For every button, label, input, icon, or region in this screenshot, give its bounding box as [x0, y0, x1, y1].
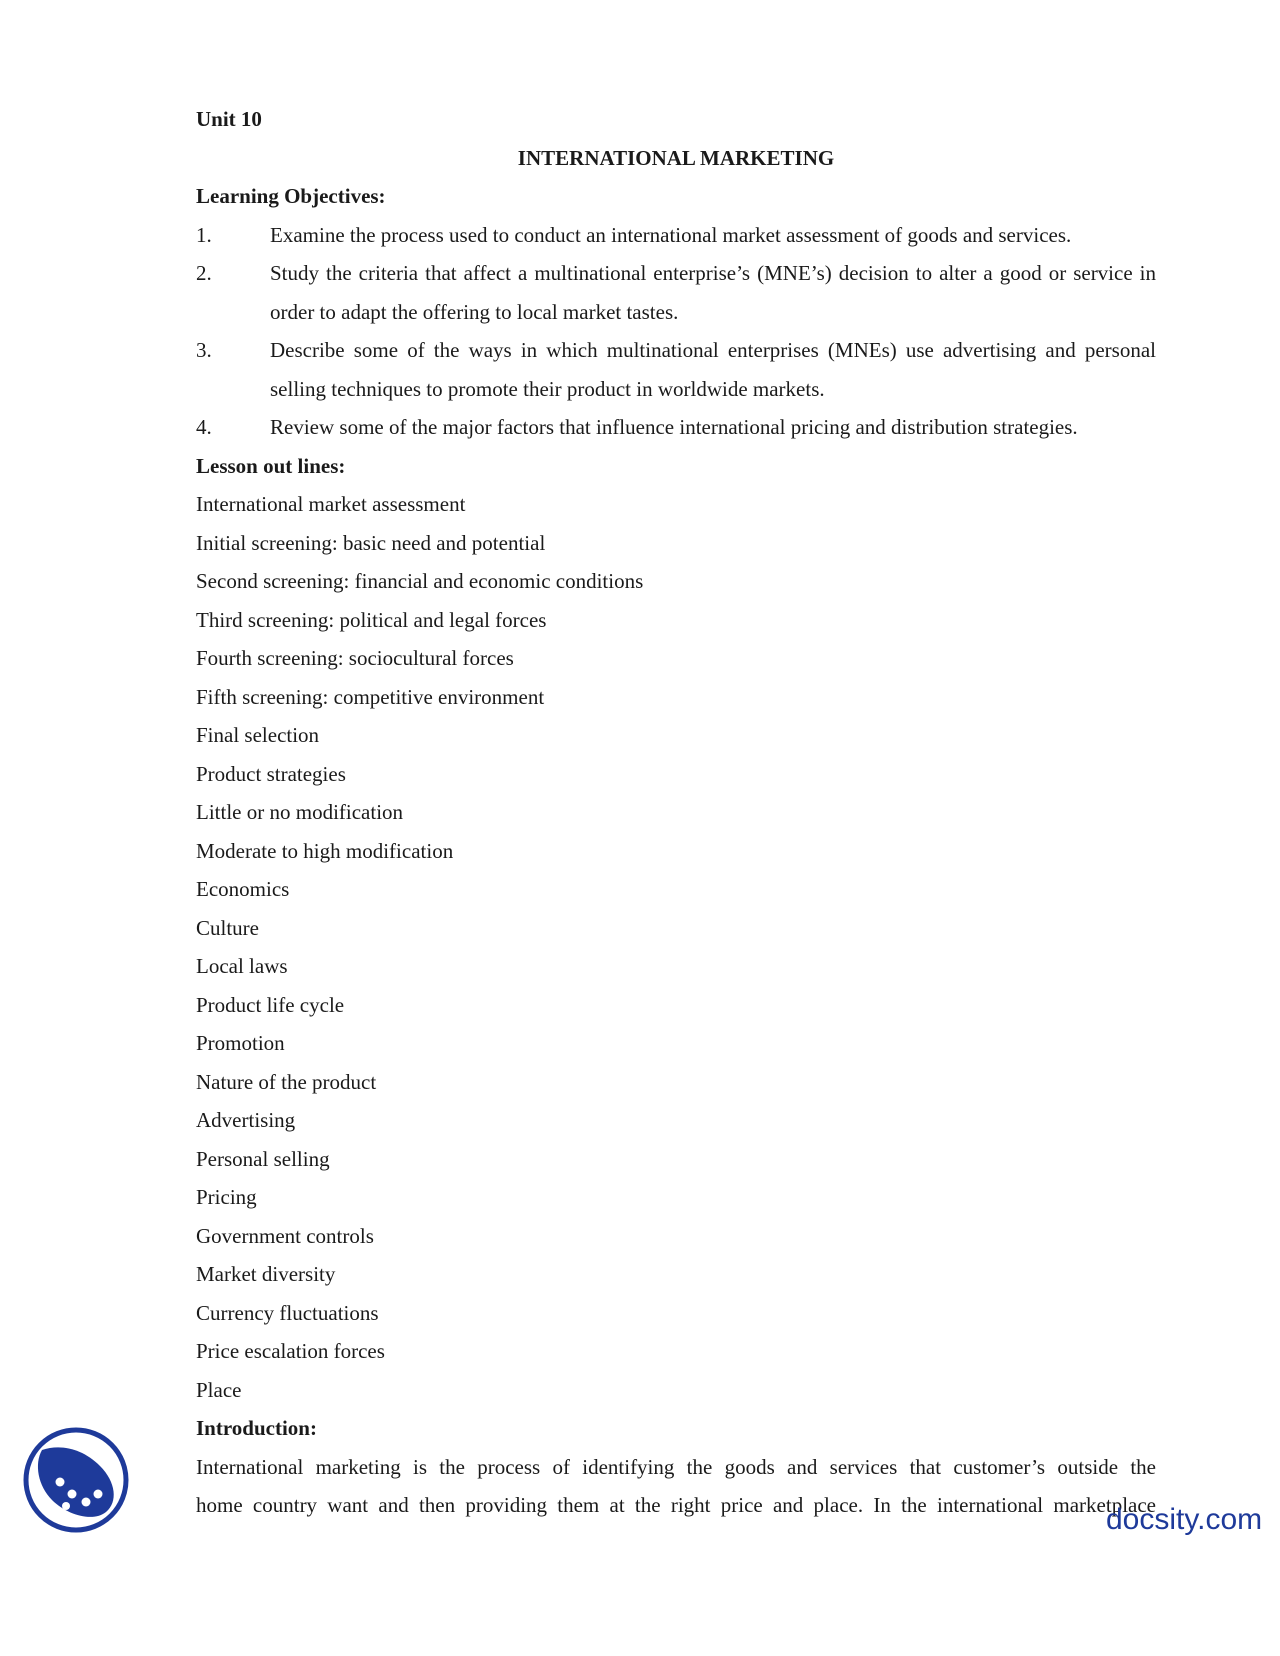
objective-item — [196, 408, 1156, 447]
objective-number: 1. — [196, 222, 212, 247]
objective-text: Study the criteria that affect a multinational enterprise’s (MNE’s) decision to alter a good or service in order to adapt the offering to local market tastes. — [270, 261, 1156, 324]
docsity-logo-icon — [20, 1424, 132, 1536]
outline-item: Fourth screening: sociocultural forces — [196, 646, 514, 670]
objective-text: Review some of the major factors that influence international pricing and distribution strategies. — [270, 415, 1078, 439]
outline-item: Final selection — [196, 723, 320, 747]
objective-item — [196, 331, 1156, 408]
document-body — [196, 100, 1156, 1525]
outline-item: Personal selling — [196, 1146, 330, 1171]
unit-label: Unit 10 — [196, 107, 262, 131]
outline-item: Nature of the product — [196, 1069, 377, 1094]
objective-text: Describe some of the ways in which multinational enterprises (MNEs) use advertising and personal selling techniques to promote their product in worldwide markets. — [270, 338, 1156, 401]
outline-item: Place — [196, 1377, 242, 1402]
objective-item — [196, 254, 1156, 331]
introduction-heading: Introduction: — [196, 1416, 317, 1440]
document-title: INTERNATIONAL MARKETING — [517, 145, 835, 170]
outline-list — [196, 485, 1156, 1409]
objective-number: 2. — [196, 261, 212, 285]
outline-item: Advertising — [196, 1108, 296, 1132]
outline-item: Culture — [196, 915, 259, 940]
objective-text: Examine the process used to conduct an international market assessment of goods and services. — [270, 222, 1072, 247]
outline-item: Pricing — [196, 1185, 257, 1209]
outline-item: Local laws — [196, 954, 288, 978]
outline-item: Market diversity — [196, 1262, 336, 1286]
outline-item: Price escalation forces — [196, 1339, 385, 1363]
outline-item: Promotion — [196, 1031, 285, 1055]
outline-item: Third screening: political and legal forces — [196, 607, 547, 632]
outline-item: Product life cycle — [196, 992, 345, 1017]
objective-number: 4. — [196, 415, 212, 439]
outline-item: Government controls — [196, 1223, 374, 1248]
outline-item: Initial screening: basic need and potential — [196, 530, 546, 555]
introduction-line: International marketing is the process of identifying the goods and services that customer’s outside the — [196, 1454, 1156, 1479]
introduction-line: home country want and then providing them at the right price and place. In the international marketplace — [196, 1493, 1156, 1517]
outline-item: Little or no modification — [196, 800, 404, 824]
outline-item: Currency fluctuations — [196, 1300, 379, 1325]
outline-item: Second screening: financial and economic conditions — [196, 569, 644, 593]
objective-number: 3. — [196, 338, 212, 362]
outline-item: Economics — [196, 877, 290, 901]
objective-item — [196, 216, 1156, 255]
objectives-heading: Learning Objectives: — [196, 184, 386, 208]
outline-item: Moderate to high modification — [196, 838, 454, 863]
objectives-list — [196, 216, 1156, 447]
outline-item: International market assessment — [196, 492, 466, 516]
outline-item: Fifth screening: competitive environment — [196, 684, 545, 709]
outline-item: Product strategies — [196, 761, 346, 786]
outline-heading: Lesson out lines: — [196, 453, 346, 478]
docsity-brand-text[interactable]: docsity.com — [1106, 1503, 1263, 1536]
